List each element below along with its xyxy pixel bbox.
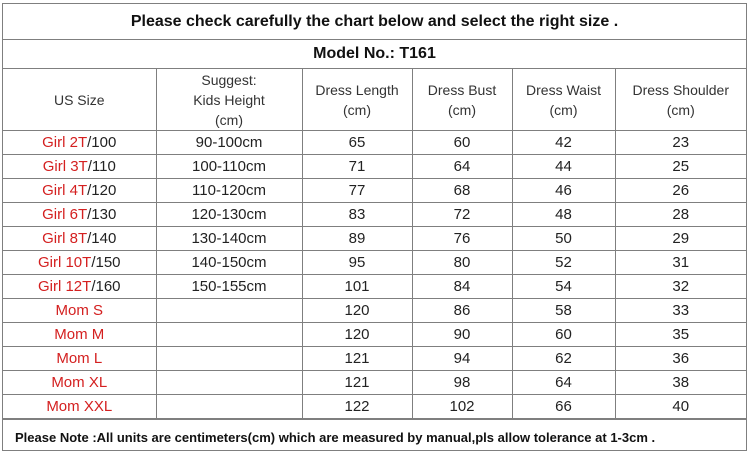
dress-bust-cell: 98 xyxy=(412,371,512,395)
size-name: Girl 6T xyxy=(42,205,88,223)
dress-bust-cell: 60 xyxy=(412,131,512,155)
dress-bust-cell: 76 xyxy=(412,227,512,251)
dress-waist-cell: 52 xyxy=(512,251,615,275)
size-name: Mom XXL xyxy=(46,397,113,415)
table-row xyxy=(3,131,746,155)
size-name: Girl 10T xyxy=(37,253,92,271)
kids-height-cell xyxy=(156,299,302,323)
us-size-cell xyxy=(3,251,156,275)
instruction-banner: Please check carefully the chart below and select the right size . xyxy=(3,4,746,40)
us-size-cell xyxy=(3,371,156,395)
size-number: /110 xyxy=(87,157,116,175)
kids-height-cell: 90-100cm xyxy=(156,131,302,155)
size-name: Mom S xyxy=(55,301,103,319)
tolerance-note: Please Note :All units are centimeters(cm) which are measured by manual,pls allow tolerance at 1-3cm . xyxy=(3,419,746,455)
size-number: /160 xyxy=(91,277,121,295)
dress-length-cell: 89 xyxy=(302,227,412,251)
column-header-dress-length: Dress Length (cm) xyxy=(302,69,412,131)
us-size-cell xyxy=(3,299,156,323)
dress-bust-cell: 102 xyxy=(412,395,512,419)
dress-length-cell: 83 xyxy=(302,203,412,227)
column-header-kids-height: Suggest: Kids Height (cm) xyxy=(156,69,302,131)
dress-shoulder-cell: 26 xyxy=(615,179,746,203)
dress-shoulder-cell: 33 xyxy=(615,299,746,323)
dress-length-cell: 95 xyxy=(302,251,412,275)
size-name: Mom L xyxy=(56,349,103,367)
size-number: /120 xyxy=(87,181,117,199)
size-number: /130 xyxy=(87,205,117,223)
dress-shoulder-cell: 40 xyxy=(615,395,746,419)
us-size-cell xyxy=(3,227,156,251)
size-name: Girl 3T xyxy=(42,157,88,175)
dress-waist-cell: 46 xyxy=(512,179,615,203)
us-size-cell xyxy=(3,347,156,371)
table-row xyxy=(3,227,746,251)
dress-waist-cell: 44 xyxy=(512,155,615,179)
dress-waist-cell: 60 xyxy=(512,323,615,347)
table-row xyxy=(3,395,746,419)
kids-height-cell xyxy=(156,371,302,395)
dress-length-cell: 120 xyxy=(302,299,412,323)
dress-shoulder-cell: 31 xyxy=(615,251,746,275)
dress-shoulder-cell: 25 xyxy=(615,155,746,179)
us-size-cell xyxy=(3,395,156,419)
dress-length-cell: 101 xyxy=(302,275,412,299)
kids-height-cell: 150-155cm xyxy=(156,275,302,299)
kids-height-cell xyxy=(156,323,302,347)
dress-waist-cell: 62 xyxy=(512,347,615,371)
size-number: /150 xyxy=(91,253,121,271)
dress-bust-cell: 84 xyxy=(412,275,512,299)
size-name: Girl 12T xyxy=(37,277,92,295)
dress-length-cell: 77 xyxy=(302,179,412,203)
dress-shoulder-cell: 29 xyxy=(615,227,746,251)
dress-shoulder-cell: 38 xyxy=(615,371,746,395)
kids-height-cell: 110-120cm xyxy=(156,179,302,203)
dress-length-cell: 121 xyxy=(302,371,412,395)
table-row xyxy=(3,323,746,347)
column-header-dress-bust: Dress Bust (cm) xyxy=(412,69,512,131)
table-row xyxy=(3,179,746,203)
us-size-cell xyxy=(3,323,156,347)
kids-height-cell: 120-130cm xyxy=(156,203,302,227)
dress-waist-cell: 66 xyxy=(512,395,615,419)
size-name: Mom XL xyxy=(51,373,108,391)
table-row xyxy=(3,203,746,227)
dress-waist-cell: 64 xyxy=(512,371,615,395)
dress-waist-cell: 48 xyxy=(512,203,615,227)
us-size-cell xyxy=(3,203,156,227)
size-name: Mom M xyxy=(54,325,105,343)
dress-waist-cell: 42 xyxy=(512,131,615,155)
column-header-dress-shoulder: Dress Shoulder (cm) xyxy=(615,69,746,131)
dress-length-cell: 121 xyxy=(302,347,412,371)
dress-shoulder-cell: 35 xyxy=(615,323,746,347)
table-row xyxy=(3,371,746,395)
dress-shoulder-cell: 28 xyxy=(615,203,746,227)
dress-bust-cell: 80 xyxy=(412,251,512,275)
dress-length-cell: 71 xyxy=(302,155,412,179)
table-row xyxy=(3,155,746,179)
dress-bust-cell: 94 xyxy=(412,347,512,371)
size-number: /100 xyxy=(87,133,117,151)
kids-height-cell xyxy=(156,395,302,419)
model-number: Model No.: T161 xyxy=(3,40,746,69)
table-row xyxy=(3,251,746,275)
size-table xyxy=(3,69,746,419)
size-number: /140 xyxy=(87,229,117,247)
kids-height-cell: 140-150cm xyxy=(156,251,302,275)
table-row xyxy=(3,299,746,323)
dress-bust-cell: 90 xyxy=(412,323,512,347)
us-size-cell xyxy=(3,155,156,179)
dress-bust-cell: 68 xyxy=(412,179,512,203)
kids-height-cell: 100-110cm xyxy=(156,155,302,179)
dress-bust-cell: 86 xyxy=(412,299,512,323)
us-size-cell xyxy=(3,179,156,203)
dress-length-cell: 65 xyxy=(302,131,412,155)
size-name: Girl 8T xyxy=(42,229,88,247)
dress-waist-cell: 54 xyxy=(512,275,615,299)
us-size-cell xyxy=(3,131,156,155)
dress-shoulder-cell: 23 xyxy=(615,131,746,155)
us-size-cell xyxy=(3,275,156,299)
column-header-us-size: US Size xyxy=(3,69,156,131)
size-chart xyxy=(2,3,747,451)
dress-bust-cell: 72 xyxy=(412,203,512,227)
size-name: Girl 2T xyxy=(42,133,88,151)
header-row xyxy=(3,69,746,131)
kids-height-cell: 130-140cm xyxy=(156,227,302,251)
dress-waist-cell: 50 xyxy=(512,227,615,251)
dress-length-cell: 120 xyxy=(302,323,412,347)
table-row xyxy=(3,347,746,371)
dress-bust-cell: 64 xyxy=(412,155,512,179)
dress-waist-cell: 58 xyxy=(512,299,615,323)
table-row xyxy=(3,275,746,299)
dress-shoulder-cell: 32 xyxy=(615,275,746,299)
column-header-dress-waist: Dress Waist (cm) xyxy=(512,69,615,131)
size-name: Girl 4T xyxy=(42,181,88,199)
dress-length-cell: 122 xyxy=(302,395,412,419)
dress-shoulder-cell: 36 xyxy=(615,347,746,371)
kids-height-cell xyxy=(156,347,302,371)
